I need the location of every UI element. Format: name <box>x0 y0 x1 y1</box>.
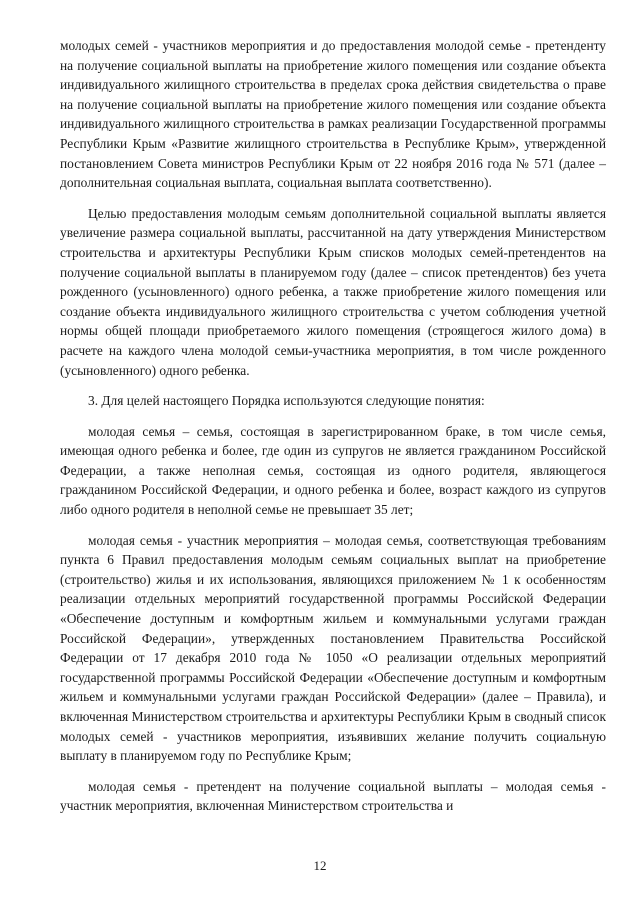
paragraph-section-3: 3. Для целей настоящего Порядка используются следующие понятия: <box>88 393 485 409</box>
paragraph-participant: молодая семья - участник мероприятия – молодая семья, соответствующая требованиям пункта 6 Правил предоставления молодым семьям социальных выплат на приобретение (строительство) жилья и их использования, являющихся приложением № 1 к особенностям реализации отдельных мероприятий государственной программы Российской Федерации «Обеспечение доступным и комфортным жильем и коммунальными услугами граждан Российской Федерации», утвержденных постановлением Правительства Российской Федерации от 17 декабря 2010 года № 1050 «О реализации отдельных мероприятий государственной программы Российской Федерации «Обеспечение доступным и комфортным жильем и коммунальными услугами граждан Российской Федерации» (далее – Правила), и включенная Министерством строительства и архитектуры Республики Крым в сводный список молодых семей - участников мероприятия, изъявивших желание получить социальную выплату в планируемом году по Республике Крым; <box>60 532 606 764</box>
paragraph-applicant: молодая семья - претендент на получение социальной выплаты – молодая семья - участник мероприятия, включенная Министерством строительства и <box>60 778 606 814</box>
document-body <box>60 36 606 827</box>
page-number: 12 <box>313 858 327 873</box>
paragraph-young-family: молодая семья – семья, состоящая в зарегистрированном браке, в том числе семья, имеющая одного ребенка и более, где один из супругов не является гражданином Российской Федерации, а также неполная семья, состоящая из одного родителя, являющегося гражданином Российской Федерации, и одного ребенка и более, возраст каждого из супругов либо одного родителя в неполной семье не превышает 35 лет; <box>60 423 606 518</box>
paragraph-continuation: молодых семей - участников мероприятия и до предоставления молодой семье - претенденту на получение социальной выплаты на приобретение жилого помещения или создание объекта индивидуального жилищного строительства в пределах срока действия свидетельства о праве на получение социальной выплаты на приобретение жилого помещения или создание объекта индивидуального жилищного строительства в рамках реализации Государственной программы Республики Крым «Развитие жилищного строительства в Республике Крым», утвержденной постановлением Совета министров Республики Крым от 22 ноября 2016 года № 571 (далее – дополнительная социальная выплата, социальная выплата соответственно). <box>60 38 606 191</box>
paragraph-purpose: Целью предоставления молодым семьям дополнительной социальной выплаты является увеличение размера социальной выплаты, рассчитанной на дату утверждения Министерством строительства и архитектуры Республики Крым списков молодых семей-претендентов на получение социальной выплаты в планируемом году (далее – список претендентов) без учета рожденного (усыновленного) одного ребенка, а также приобретение жилого помещения или создание объекта индивидуального жилищного строительства с учетом соблюдения учетной нормы общей площади приобретаемого жилого помещения (строящегося жилого дома) в расчете на каждого члена молодой семьи-участника мероприятия, в том числе рожденного (усыновленного) одного ребенка. <box>60 205 606 378</box>
